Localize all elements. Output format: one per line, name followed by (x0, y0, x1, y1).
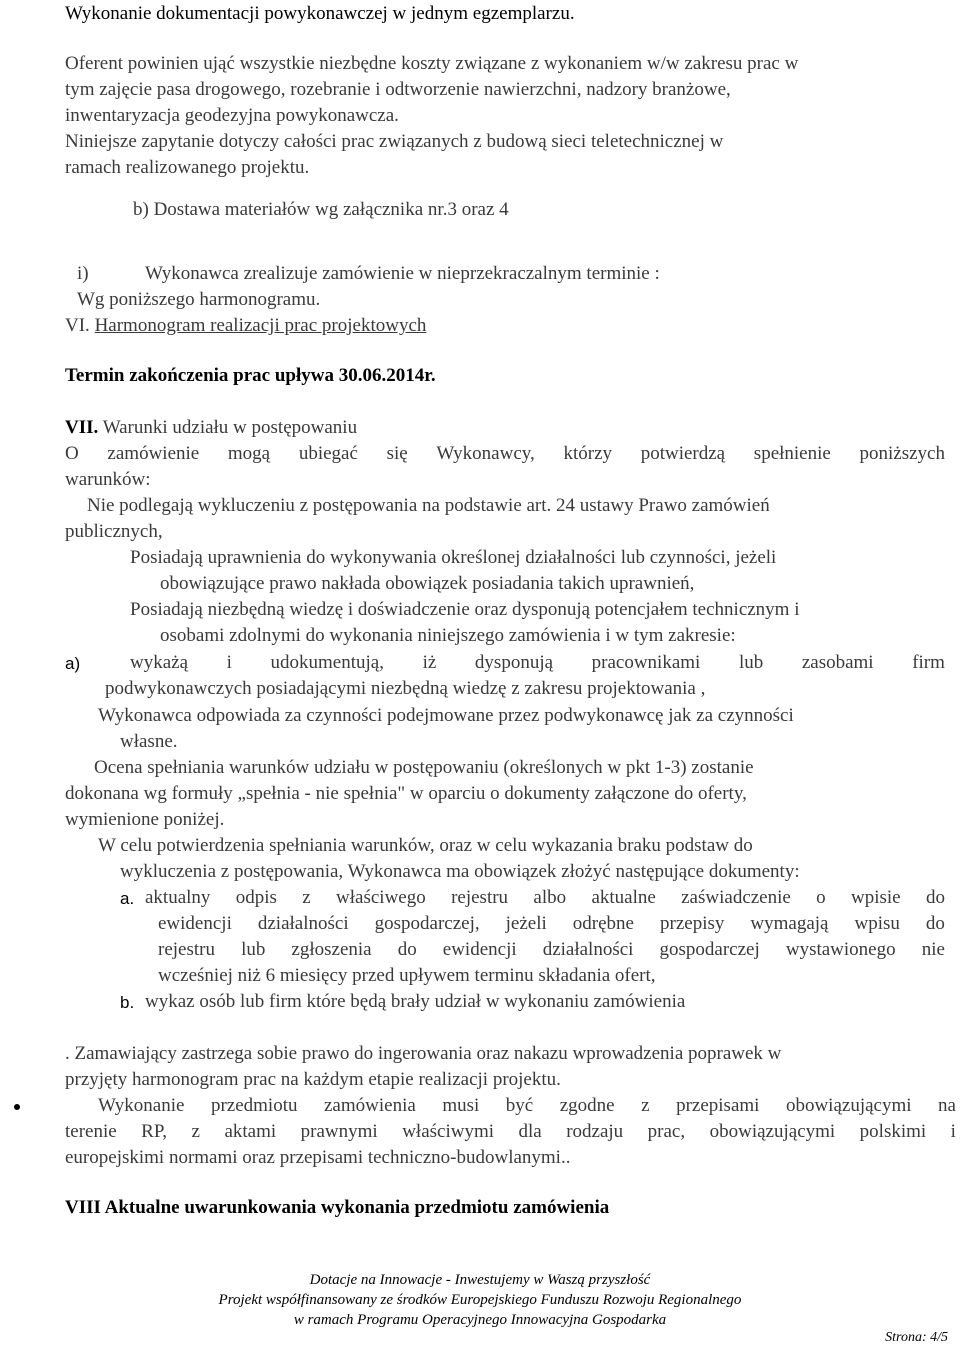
text-line-justified (65, 1120, 956, 1144)
list-item-text: b) Dostawa materiałów wg załącznika nr (133, 199, 443, 220)
word: wpisu (854, 913, 900, 934)
word: albo (533, 887, 567, 908)
word: mogą (227, 443, 271, 464)
word: lub (241, 939, 266, 960)
section-title: Warunki udziału w postępowaniu (102, 417, 358, 438)
word: terenie (65, 1121, 117, 1142)
word: rejestru (451, 887, 509, 908)
text-line: Wykonawca zrealizuje zamówienie w nieprzekraczalnym terminie : (145, 263, 660, 284)
word: ewidencji (158, 913, 232, 934)
word: zamówienie (107, 443, 200, 464)
word: polskimi (859, 1121, 927, 1142)
word: RP, (141, 1121, 168, 1142)
text-line: Nie podlegają wykluczeniu z postępowania na podstawie art. 24 ustawy Prawo zamówień (87, 495, 770, 516)
word: Wykonawcy, (436, 443, 535, 464)
text-line: dokonana wg formuły „spełnia - nie spełnia" w oparciu o dokumenty załączone do oferty, (65, 783, 747, 804)
word: zgodne (559, 1095, 615, 1116)
word: rejestru (158, 939, 215, 960)
text-line: publicznych, (65, 521, 163, 542)
text-line: europejskimi normami oraz przepisami techniczno-budowlanymi.. (65, 1147, 571, 1168)
text-line-justified (145, 886, 945, 910)
word: zasobami (801, 652, 874, 673)
word: zgłoszenia (291, 939, 372, 960)
word: działalności (257, 913, 349, 934)
section-number: VII. (65, 417, 99, 438)
word: pracownikami (591, 652, 701, 673)
text-line: wymienione poniżej. (65, 809, 225, 830)
word: wykażą (130, 652, 189, 673)
word: udokumentują, (270, 652, 384, 673)
footer-line: w ramach Programu Operacyjnego Innowacyjna Gospodarka (293, 1312, 667, 1328)
word: iż (422, 652, 437, 673)
word: wymagają (750, 913, 829, 934)
list-marker: b. (120, 993, 135, 1012)
text-line-justified (130, 651, 945, 675)
word: odrębne (572, 913, 634, 934)
word: z (191, 1121, 200, 1142)
word: aktualny (145, 887, 211, 908)
text-line: ramach realizowanego projektu. (65, 157, 310, 178)
word: Wykonanie (98, 1095, 185, 1116)
word: przedmiotu (210, 1095, 298, 1116)
word: prawnymi (300, 1121, 378, 1142)
word: wystawionego (785, 939, 896, 960)
text-line: Posiadają niezbędną wiedzę i doświadczenie oraz dysponują potencjałem technicznym i (130, 599, 800, 620)
word: właściwego (336, 887, 426, 908)
word: ubiegać (298, 443, 358, 464)
word: być (505, 1095, 534, 1116)
word: do (925, 887, 945, 908)
word: aktualne (591, 887, 656, 908)
bullet-icon (14, 1104, 20, 1110)
text-line-justified (65, 442, 945, 466)
deadline-line: Termin zakończenia prac upływa 30.06.2014r. (65, 365, 436, 386)
word: dla (518, 1121, 542, 1142)
section-heading-viii: VIII Aktualne uwarunkowania wykonania przedmiotu zamówienia (65, 1197, 610, 1218)
section-number: VI. (65, 315, 90, 336)
footer-line: Dotacje na Innowacje - Inwestujemy w Waszą przyszłość (309, 1272, 651, 1288)
page-number: Strona: 4/5 (885, 1330, 948, 1345)
section-title: Harmonogram realizacji prac projektowych (94, 315, 427, 336)
word: rodzaju (566, 1121, 624, 1142)
word: firm (912, 652, 945, 673)
word: prac, (647, 1121, 686, 1142)
word: zaświadczenie (681, 887, 791, 908)
text-line: przyjęty harmonogram prac na każdym etapie realizacji projektu. (65, 1069, 561, 1090)
word: spełnienie (753, 443, 831, 464)
list-marker: i) (77, 263, 89, 284)
word: do (925, 913, 945, 934)
word: z (302, 887, 311, 908)
word: nie (921, 939, 945, 960)
word: i (226, 652, 232, 673)
word: dysponują (474, 652, 554, 673)
word: właściwymi (402, 1121, 495, 1142)
text-line: Wykonawca odpowiada za czynności podejmowane przez podwykonawcę jak za czynności (98, 705, 794, 726)
text-line: podwykonawczych posiadającymi niezbędną wiedzę z zakresu projektowania , (105, 678, 706, 699)
word: działalności (542, 939, 634, 960)
text-line: Wg poniższego harmonogramu. (77, 289, 321, 310)
text-line: Niniejsze zapytanie dotyczy całości prac związanych z budową sieci teletechnicznej w (65, 131, 724, 152)
text-line: inwentaryzacja geodezyjna powykonawcza. (65, 105, 399, 126)
text-line-justified (158, 912, 945, 936)
word: gospodarczej (659, 939, 760, 960)
word: na (938, 1095, 956, 1116)
text-line: własne. (120, 731, 178, 752)
section-heading-vii (65, 416, 357, 440)
text-line: Ocena spełniania warunków udziału w postępowaniu (określonych w pkt 1-3) zostanie (94, 757, 754, 778)
text-line-justified (98, 1094, 956, 1118)
footer-line: Projekt współfinansowany ze środków Europejskiego Funduszu Rozwoju Regionalnego (218, 1292, 742, 1308)
word: gospodarczej, (374, 913, 480, 934)
text-line: wykluczenia z postępowania, Wykonawca ma obowiązek złożyć następujące dokumenty: (120, 861, 800, 882)
word: przepisy (660, 913, 725, 934)
word: ewidencji (442, 939, 517, 960)
text-line: Oferent powinien ująć wszystkie niezbędne koszty związane z wykonaniem w/w zakresu prac w (65, 53, 799, 74)
text-line: warunków: (65, 469, 151, 490)
word: o (816, 887, 826, 908)
text-line: Wykonanie dokumentacji powykonawczej w jednym egzemplarzu. (65, 3, 575, 24)
word: obowiązującymi (785, 1095, 912, 1116)
text-line: osobami zdolnymi do wykonania niniejszego zamówienia i w tym zakresie: (160, 625, 736, 646)
word: O (65, 443, 79, 464)
word: którzy (563, 443, 613, 464)
word: się (386, 443, 408, 464)
list-marker: a. (120, 889, 135, 908)
word: odpis (235, 887, 277, 908)
text-line: tym zajęcie pasa drogowego, rozebranie i odtworzenie nawierzchni, nadzory branżowe, (65, 79, 731, 100)
section-heading-vi (65, 314, 426, 338)
text-line: W celu potwierdzenia spełniania warunków, oraz w celu wykazania braku podstaw do (98, 835, 753, 856)
word: potwierdzą (640, 443, 726, 464)
text-line-justified (158, 938, 945, 962)
text-line: wykaz osób lub firm które będą brały udział w wykonaniu zamówienia (145, 991, 686, 1012)
word: wpisie (851, 887, 901, 908)
word: poniższych (859, 443, 945, 464)
word: do (397, 939, 417, 960)
word: zamówienia (324, 1095, 416, 1116)
word: z (641, 1095, 650, 1116)
word: lub (738, 652, 764, 673)
word: jeżeli (505, 913, 547, 934)
word: aktami (224, 1121, 277, 1142)
word: obowiązującymi (709, 1121, 836, 1142)
list-item-b (133, 198, 509, 222)
list-marker: a) (65, 654, 81, 673)
word: i (950, 1121, 956, 1142)
word: przepisami (676, 1095, 760, 1116)
text-line: . Zamawiający zastrzega sobie prawo do ingerowania oraz nakazu wprowadzenia poprawek w (65, 1043, 782, 1064)
text-line: Posiadają uprawnienia do wykonywania określonej działalności lub czynności, jeżeli (130, 547, 777, 568)
word: musi (442, 1095, 480, 1116)
text-line: wcześniej niż 6 miesięcy przed upływem terminu składania ofert, (158, 965, 656, 986)
text-line: obowiązujące prawo nakłada obowiązek posiadania takich uprawnień, (160, 573, 695, 594)
list-item-text-suffix: .3 oraz 4 (442, 199, 509, 220)
